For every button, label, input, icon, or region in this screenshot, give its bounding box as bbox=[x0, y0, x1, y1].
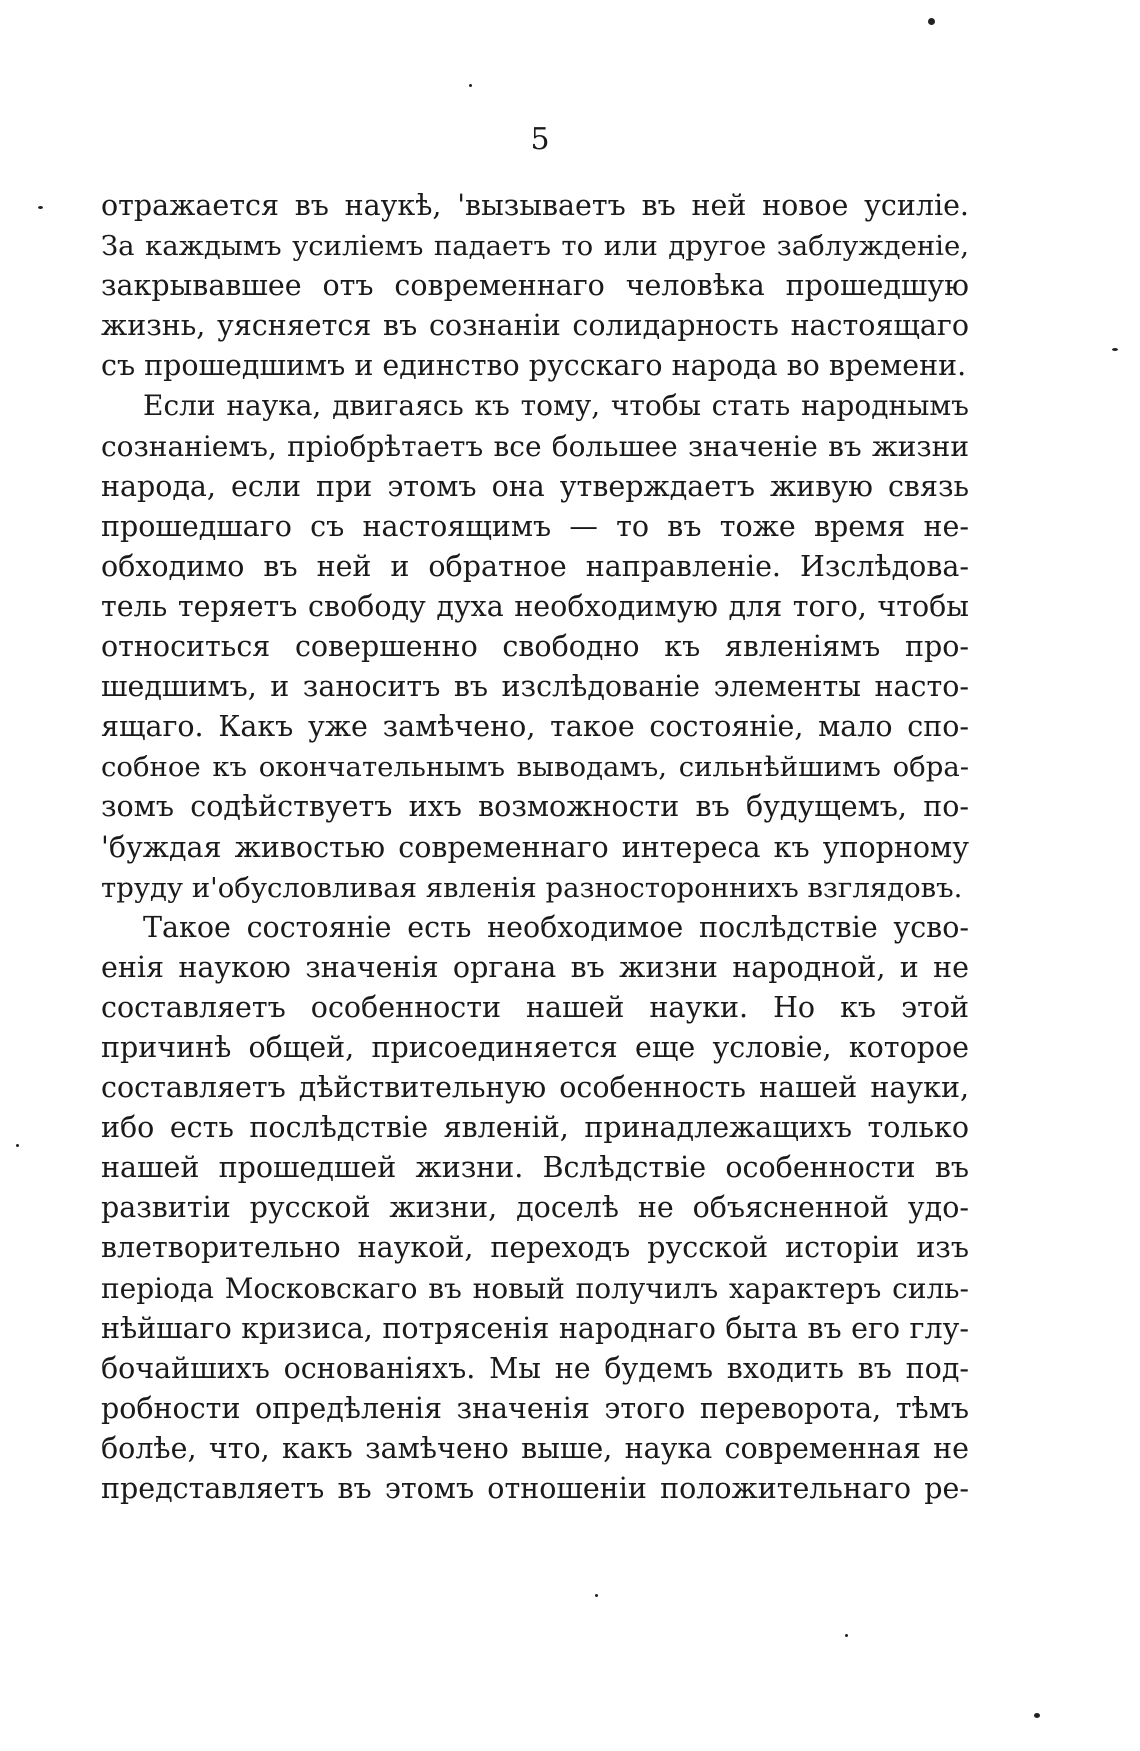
text-line: періода Московскаго въ новый получилъ характеръ силь- bbox=[101, 1271, 969, 1305]
text-line: енія наукою значенія органа въ жизни народной, и не bbox=[101, 950, 969, 984]
text-line: нашей прошедшей жизни. Вслѣдствіе особенности въ bbox=[101, 1151, 969, 1185]
text-line: зомъ содѣйствуетъ ихъ возможности въ будущемъ, по- bbox=[101, 790, 969, 824]
body-text bbox=[101, 186, 969, 1509]
text-line: относиться совершенно свободно къ явленіямъ про- bbox=[101, 630, 969, 664]
text-line: ящаго. Какъ уже замѣчено, такое состояніе, мало спо- bbox=[101, 710, 969, 744]
text-line: За каждымъ усиліемъ падаетъ то или другое заблужденіе, bbox=[101, 230, 969, 263]
text-line: робности опредѣленія значенія этого переворота, тѣмъ bbox=[101, 1391, 969, 1425]
text-line: составляетъ дѣйствительную особенность нашей науки, bbox=[101, 1071, 969, 1105]
text-line: жизнь, уясняется въ сознаніи солидарность настоящаго bbox=[101, 309, 969, 343]
scan-speck bbox=[1034, 1713, 1040, 1718]
text-line: составляетъ особенности нашей науки. Но къ этой bbox=[101, 990, 969, 1024]
scan-speck bbox=[928, 18, 935, 25]
text-line: развитіи русской жизни, доселѣ не объясненной удо- bbox=[101, 1191, 969, 1225]
page-number: 5 bbox=[530, 122, 550, 157]
text-line: шедшимъ, и заноситъ въ изслѣдованіе элементы насто- bbox=[101, 670, 969, 704]
text-line: народа, если при этомъ она утверждаетъ живую связь bbox=[101, 469, 969, 503]
text-line: бочайшихъ основаніяхъ. Мы не будемъ входить въ под- bbox=[101, 1351, 969, 1385]
text-line: нѣйшаго кризиса, потрясенія народнаго быта въ его глу- bbox=[101, 1311, 969, 1345]
text-line: тель теряетъ свободу духа необходимую для того, чтобы bbox=[101, 589, 969, 623]
text-line: ибо есть послѣдствіе явленій, принадлежащихъ только bbox=[101, 1111, 969, 1145]
text-line: прошедшаго съ настоящимъ — то въ тоже время не- bbox=[101, 509, 969, 543]
text-line: влетворительно наукой, переходъ русской исторіи изъ bbox=[101, 1231, 969, 1265]
text-line: сознаніемъ, пріобрѣтаетъ все большее значеніе въ жизни bbox=[101, 429, 969, 463]
text-line: обходимо въ ней и обратное направленіе. Изслѣдова- bbox=[101, 549, 969, 583]
scan-speck bbox=[595, 1594, 598, 1597]
text-line: собное къ окончательнымъ выводамъ, сильнѣйшимъ обра- bbox=[101, 751, 969, 784]
text-line: 'буждая живостью современнаго интереса къ упорному bbox=[101, 830, 969, 864]
text-line: причинѣ общей, присоединяется еще условіе, которое bbox=[101, 1030, 969, 1064]
text-line: труду и'обусловливая явленія разностороннихъ взглядовъ. bbox=[101, 871, 963, 904]
text-line: представляетъ въ этомъ отношеніи положительнаго ре- bbox=[101, 1472, 969, 1505]
scan-speck bbox=[16, 1144, 19, 1147]
paragraph-start-line: Такое состояніе есть необходимое послѣдствіе усво- bbox=[143, 910, 969, 944]
scan-speck bbox=[38, 206, 43, 209]
paragraph-start-line: Если наука, двигаясь къ тому, чтобы стать народнымъ bbox=[143, 389, 969, 423]
text-line: болѣе, что, какъ замѣчено выше, наука современная не bbox=[101, 1431, 969, 1465]
text-line: отражается въ наукѣ, 'вызываетъ въ ней новое усиліе. bbox=[101, 189, 969, 222]
text-line: съ прошедшимъ и единство русскаго народа во времени. bbox=[101, 349, 967, 383]
scan-speck bbox=[469, 84, 472, 87]
scan-speck bbox=[845, 1634, 848, 1637]
scan-speck bbox=[1112, 348, 1118, 351]
text-line: закрывавшее отъ современнаго человѣка прошедшую bbox=[101, 269, 969, 303]
